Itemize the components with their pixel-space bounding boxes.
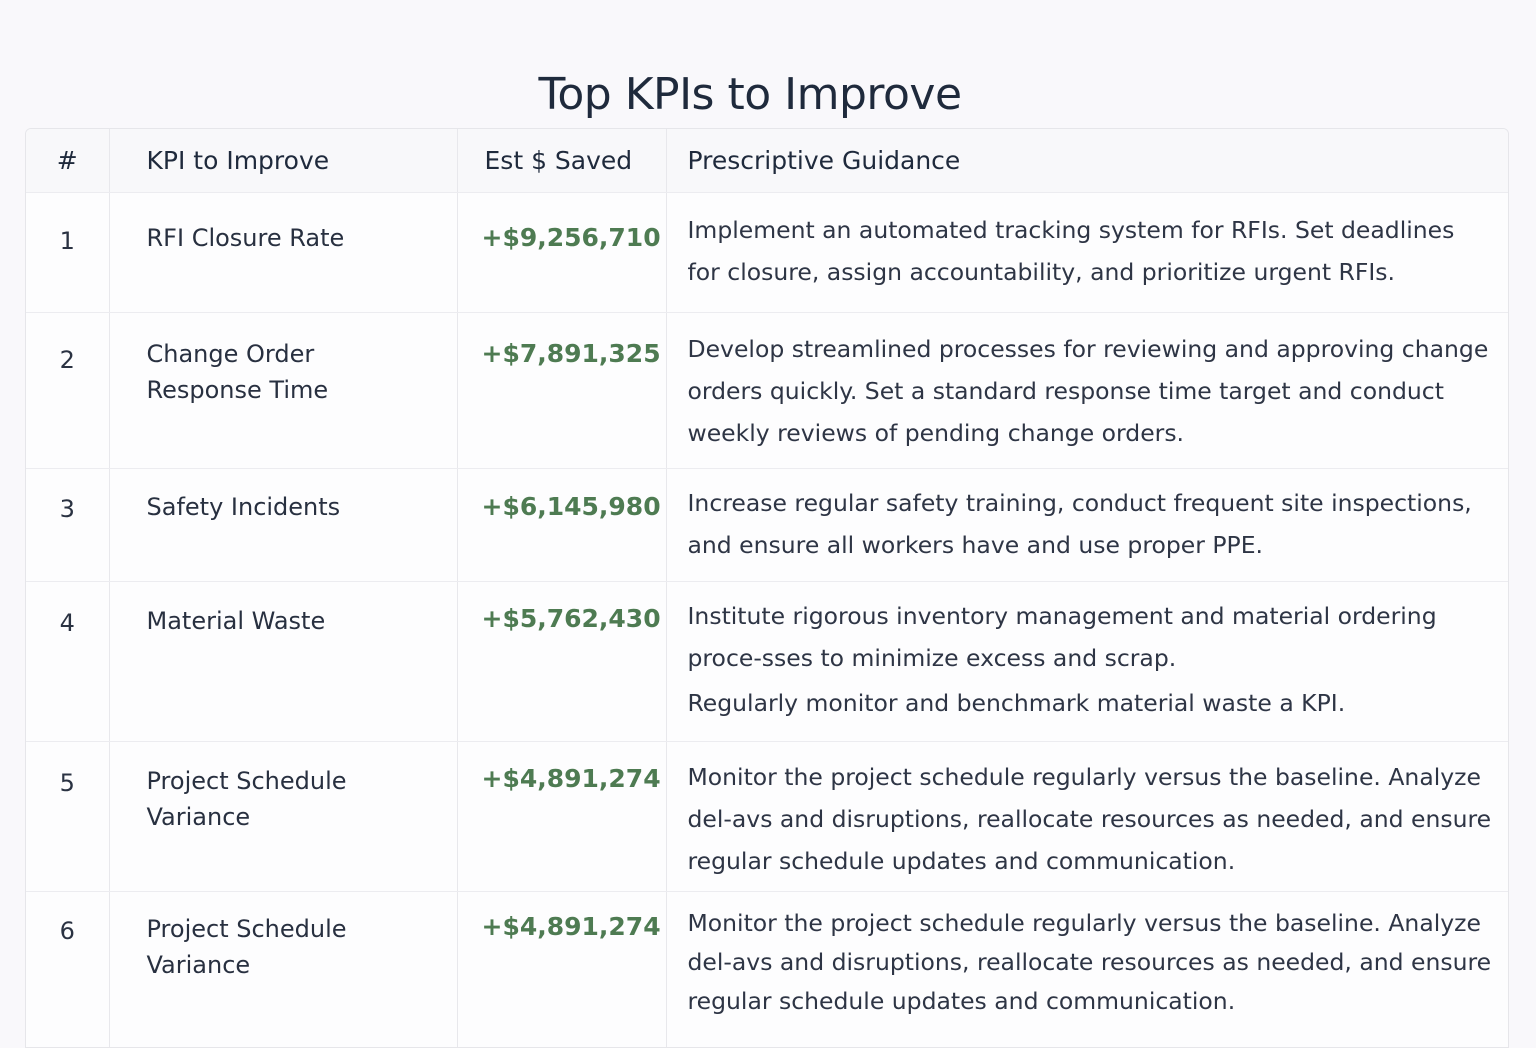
kpi-name: RFI Closure Rate [109,192,457,312]
guidance-cell [666,741,1509,891]
kpi-table-card [25,128,1509,1048]
kpi-name: Safety Incidents [109,468,457,581]
guidance-cell [666,312,1509,468]
guidance-cell [666,581,1509,741]
column-header-guidance: Prescriptive Guidance [666,129,1509,192]
kpi-name: Change Order Response Time [109,312,457,468]
column-header-kpi: KPI to Improve [109,129,457,192]
table-row [26,581,1509,741]
guidance-cell [666,891,1509,1048]
row-number: 3 [26,468,109,581]
kpi-table [26,129,1509,1048]
estimated-savings: +$6,145,980 [457,468,666,581]
table-body [26,192,1509,1048]
estimated-savings: +$7,891,325 [457,312,666,468]
table-row [26,192,1509,312]
table-row [26,741,1509,891]
table-row [26,891,1509,1048]
estimated-savings: +$4,891,274 [457,891,666,1048]
guidance-text: Increase regular safety training, conduct frequent site inspections, and ensure all workers have and use proper PPE. [687,488,1472,559]
guidance-text: Institute rigorous inventory management and material ordering proce-sses to minimize excess and scrap. [687,601,1437,672]
row-number: 1 [26,192,109,312]
kpi-name: Project Schedule Variance [109,891,457,1048]
kpi-name: Material Waste [109,581,457,741]
column-header-number: # [26,129,109,192]
estimated-savings: +$4,891,274 [457,741,666,891]
column-header-saved: Est $ Saved [457,129,666,192]
table-header [26,129,1509,192]
header-row [26,129,1509,192]
row-number: 2 [26,312,109,468]
row-number: 5 [26,741,109,891]
kpi-name: Project Schedule Variance [109,741,457,891]
page-title: Top KPIs to Improve [538,69,962,121]
table-row [26,468,1509,581]
guidance-cell [666,192,1509,312]
row-number: 4 [26,581,109,741]
guidance-extra-text: Regularly monitor and benchmark material waste a KPI. [687,688,1346,717]
guidance-text: Implement an automated tracking system for RFIs. Set deadlines for closure, assign accountability, and prioritize urgent RFIs. [687,215,1455,286]
estimated-savings: +$9,256,710 [457,192,666,312]
guidance-text: Monitor the project schedule regularly versus the baseline. Analyze del-avs and disruptions, reallocate resources as needed, and ensure regular schedule updates and communication. [687,762,1492,875]
estimated-savings: +$5,762,430 [457,581,666,741]
row-number: 6 [26,891,109,1048]
guidance-text: Develop streamlined processes for reviewing and approving change orders quickly. Set a standard response time target and conduct weekly reviews of pending change orders. [687,334,1489,447]
guidance-cell [666,468,1509,581]
guidance-text: Monitor the project schedule regularly versus the baseline. Analyze del-avs and disruptions, reallocate resources as needed, and ensure regular schedule updates and communication. [687,908,1492,1015]
table-row [26,312,1509,468]
